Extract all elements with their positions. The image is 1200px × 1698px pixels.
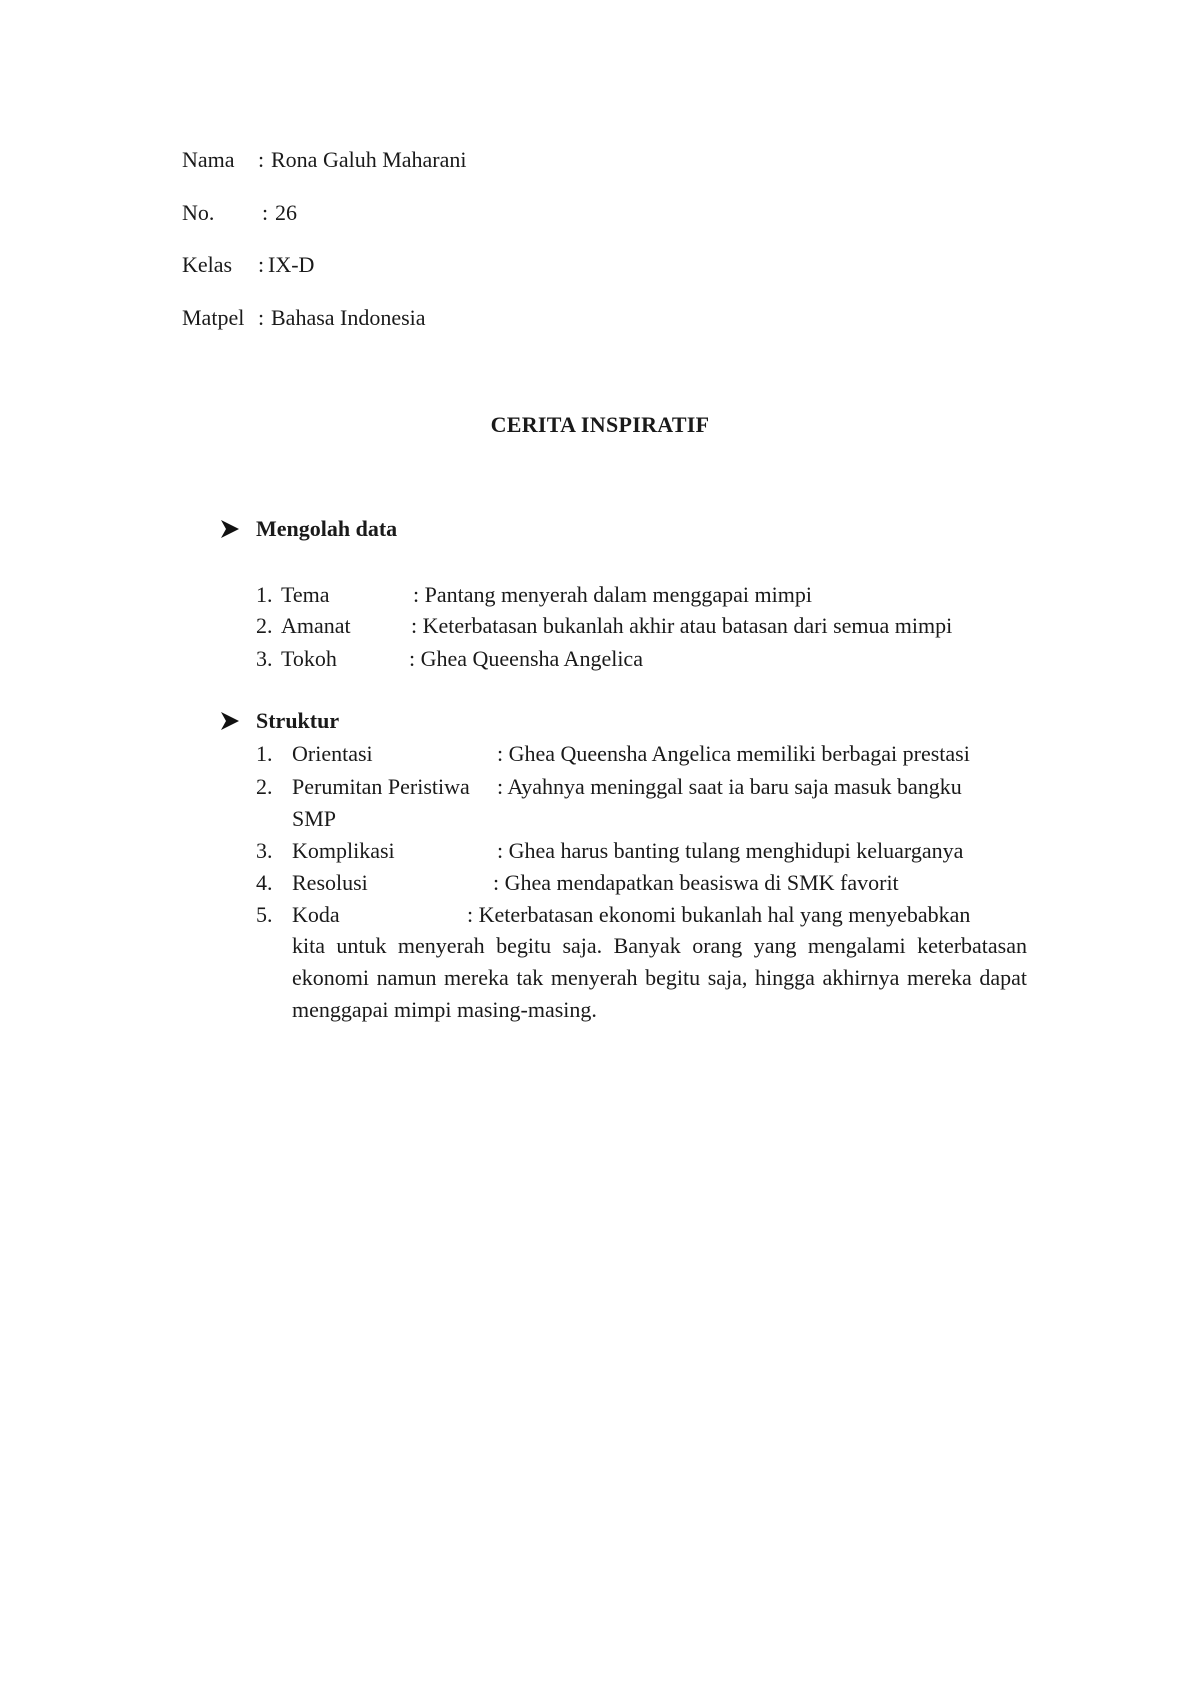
list-item-number: 5. bbox=[256, 902, 273, 927]
identity-sep-no: : bbox=[262, 200, 269, 225]
list-item-value: : Keterbatasan ekonomi bukanlah hal yang menyebabkan bbox=[467, 902, 971, 927]
identity-value-matpel: Bahasa Indonesia bbox=[271, 305, 426, 330]
identity-value-kelas: IX-D bbox=[268, 252, 315, 277]
identity-sep-matpel: : bbox=[258, 305, 265, 330]
list-item-label: Komplikasi bbox=[292, 838, 395, 863]
identity-sep-kelas: : bbox=[258, 252, 265, 277]
list-item-value: : Ghea harus banting tulang menghidupi keluarganya bbox=[497, 838, 964, 863]
list-item-value: : Pantang menyerah dalam menggapai mimpi bbox=[413, 582, 812, 607]
list-item-number: 1. bbox=[256, 582, 273, 607]
list-item-label: Koda bbox=[292, 902, 340, 927]
identity-value-no: 26 bbox=[275, 200, 297, 225]
list-item-continuation-paragraph: kita untuk menyerah begitu saja. Banyak orang yang mengalami keterbatasan ekonomi namun mereka tak menyerah begitu saja, hingga akhirnya mereka dapat menggapai mimpi masing-masing. bbox=[292, 933, 1027, 1022]
identity-value-nama: Rona Galuh Maharani bbox=[271, 147, 467, 172]
list-item-number: 2. bbox=[256, 774, 273, 799]
list-item-number: 3. bbox=[256, 838, 273, 863]
list-item-continuation: SMP bbox=[292, 806, 337, 831]
list-item-label: Orientasi bbox=[292, 741, 373, 766]
arrowhead-bullet-icon bbox=[219, 710, 241, 732]
section-heading: Struktur bbox=[256, 708, 340, 733]
page-title: CERITA INSPIRATIF bbox=[490, 412, 710, 437]
list-item-number: 2. bbox=[256, 613, 273, 638]
list-item-value: : Ayahnya meninggal saat ia baru saja masuk bangku bbox=[497, 774, 962, 799]
list-item-number: 3. bbox=[256, 646, 273, 671]
identity-label-kelas: Kelas bbox=[182, 252, 233, 277]
list-item-label: Perumitan Peristiwa bbox=[292, 774, 470, 799]
list-item-label: Resolusi bbox=[292, 870, 368, 895]
arrowhead-bullet-icon bbox=[219, 518, 241, 540]
list-item-label: Tema bbox=[281, 582, 330, 607]
identity-label-nama: Nama bbox=[182, 147, 235, 172]
list-item-label: Tokoh bbox=[281, 646, 337, 671]
list-item-number: 4. bbox=[256, 870, 273, 895]
list-item-value: : Ghea mendapatkan beasiswa di SMK favorit bbox=[493, 870, 899, 895]
section-heading: Mengolah data bbox=[256, 516, 398, 541]
list-item-value: : Ghea Queensha Angelica bbox=[409, 646, 643, 671]
list-item-value: : Keterbatasan bukanlah akhir atau batasan dari semua mimpi bbox=[411, 613, 953, 638]
identity-label-no: No. bbox=[182, 200, 215, 225]
identity-label-matpel: Matpel bbox=[182, 305, 245, 330]
list-item-value: : Ghea Queensha Angelica memiliki berbagai prestasi bbox=[497, 741, 970, 766]
list-item-label: Amanat bbox=[281, 613, 351, 638]
identity-sep-nama: : bbox=[258, 147, 265, 172]
list-item-number: 1. bbox=[256, 741, 273, 766]
